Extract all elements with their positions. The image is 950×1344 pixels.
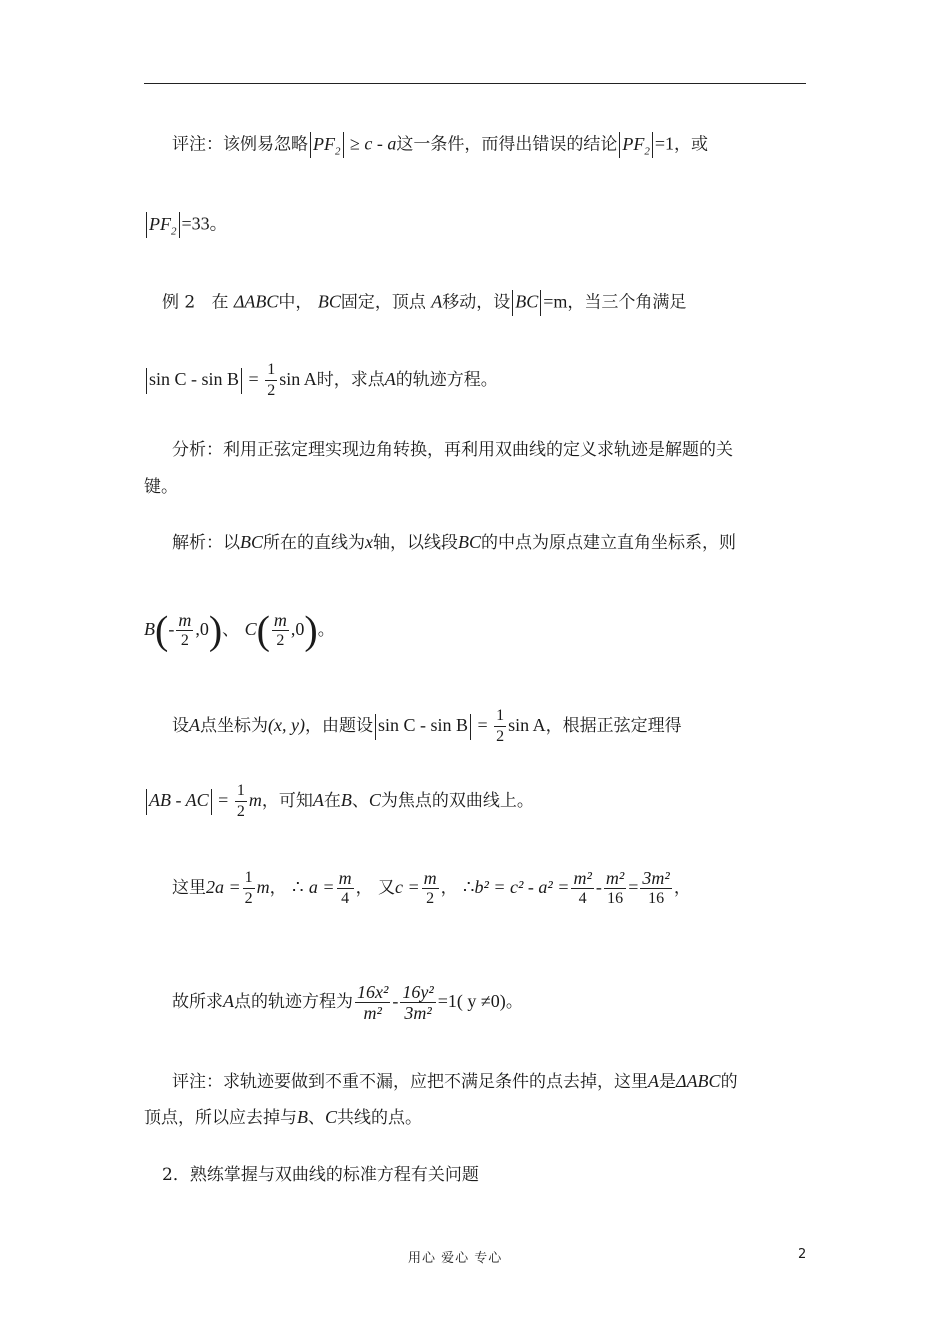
math: A <box>223 991 234 1011</box>
math: B <box>297 1107 308 1127</box>
solution-line-3: 设A点坐标为(x, y)，由题设 sin C - sin B = $\frac{1}{2}$ sin A，根据正弦定理得 <box>172 707 682 745</box>
math: sin C - sin B <box>149 369 240 389</box>
text: ，可知 <box>261 791 313 811</box>
text: 的 <box>720 1072 738 1092</box>
math: c = <box>394 877 420 897</box>
math: sin A <box>279 369 317 389</box>
text: 设 <box>172 716 189 736</box>
solution-line-1 <box>172 531 736 554</box>
math: =1 <box>654 133 675 154</box>
text: ，根据正弦定理得 <box>545 716 682 736</box>
text: 为焦点的双曲线上。 <box>380 791 534 811</box>
text: 共线的点。 <box>337 1108 423 1128</box>
text: 、 <box>351 791 369 811</box>
text: 时，求点 <box>316 370 385 390</box>
math: =1( y ≠0) <box>437 991 506 1011</box>
text: 、 <box>308 1108 325 1128</box>
fraction: $\frac{1}{2}$ <box>267 361 276 399</box>
text: 在 <box>211 292 229 313</box>
text: ，当三个角满足 <box>567 292 687 313</box>
example-label: 例 2 <box>162 292 196 313</box>
text: 顶点，所以应去掉与 <box>144 1108 297 1128</box>
math: A <box>648 1071 659 1091</box>
text: 是 <box>659 1072 676 1092</box>
text: 评注：该例易忽略 <box>172 134 308 155</box>
math: m <box>248 790 262 810</box>
text: 评注：求轨迹要做到不重不漏，应把不满足条件的点去掉，这里 <box>172 1072 648 1092</box>
math: A <box>384 369 396 389</box>
math: C <box>244 619 257 639</box>
text: 轴，以线段 <box>373 533 459 553</box>
math: m <box>256 877 270 897</box>
text: 移动，设 <box>442 292 511 313</box>
comment-line-2 <box>144 1106 422 1129</box>
math: ΔABC <box>233 291 279 312</box>
solution-line-5: 这里2a = $\frac{1}{2}$ m， ∴ a = $\frac{m}{4}$ ， 又c = $\frac{m}{2}$ ， ∴b² = c² - a² = $\frac{\text{m²}}{4}$ - $\frac{\text{m²}}{16}$ = $\frac{\text{3m²}}{16}$ ， <box>172 868 691 907</box>
text: 。 <box>317 620 335 640</box>
comment-paragraph-1-cont: $PF_2 =33$。 <box>144 212 228 242</box>
analysis-line-1: 分析：利用正弦定理实现边角转换，再利用双曲线的定义求轨迹是解题的关 <box>172 440 733 460</box>
text: 固定，顶点 <box>340 292 426 313</box>
text: 又 <box>377 878 395 898</box>
text: 解析：以 <box>172 533 240 553</box>
comment-paragraph-1: 评注：该例易忽略 $PF_2 \ge c - a$这一条件，而得出错误的结论 $PF_2 =1$，或 <box>172 133 709 158</box>
text: 、 <box>222 620 240 640</box>
math: B <box>144 619 155 639</box>
page-footer: 用心 爱心 专心 <box>408 1251 503 1266</box>
math: (x, y) <box>268 715 305 735</box>
math: ΔABC <box>676 1071 721 1091</box>
math: sin C - sin B <box>377 715 468 735</box>
text: 点的轨迹方程为 <box>234 992 353 1012</box>
math: b² = c² - a² = <box>474 877 570 897</box>
text: 这里 <box>172 878 206 898</box>
solution-line-6: 故所求A点的轨迹方程为 $\frac{\text{16x²}}{\text{m²}}$ - $\frac{\text{16y²}}{\text{3m²}}$ =1( y ≠0)。 <box>172 982 523 1023</box>
math: A <box>312 790 324 810</box>
example-2-line-1 <box>162 290 686 316</box>
solution-line-2: B(- $\frac{m}{2}$ ,0)、 C( $\frac{m}{2}$ ,0)。 <box>144 607 335 653</box>
math: sin A <box>508 715 546 735</box>
text: 的轨迹方程。 <box>395 370 498 390</box>
math: C <box>325 1107 338 1127</box>
text: 所在的直线为 <box>263 533 366 553</box>
math: BC <box>317 291 341 312</box>
section-heading-2: 2．熟练掌握与双曲线的标准方程有关问题 <box>162 1165 479 1185</box>
page-number: 2 <box>798 1247 807 1262</box>
text: 故所求 <box>172 992 223 1012</box>
solution-line-4: AB - AC = $\frac{1}{2}$ m，可知A在B、C为焦点的双曲线上。 <box>144 779 534 822</box>
text: ，或 <box>674 134 709 155</box>
math: 2a = <box>206 877 241 897</box>
text: 这一条件，而得出错误的结论 <box>396 134 618 155</box>
math: C <box>368 790 381 810</box>
math: a = <box>308 877 335 897</box>
text: 。 <box>505 992 523 1012</box>
comment-line-1 <box>172 1070 738 1093</box>
math: A <box>189 715 200 735</box>
text: 中， <box>278 292 313 313</box>
math: =m <box>543 291 568 312</box>
math: B <box>340 790 352 810</box>
text: ， <box>355 878 373 898</box>
text: 在 <box>323 791 341 811</box>
math: x <box>365 532 374 552</box>
math: A <box>431 291 443 312</box>
header-rule <box>144 83 806 84</box>
math: AB - AC <box>149 790 209 810</box>
example-2-line-2: sin C - sin B = $\frac{1}{2}$ sin A时，求点A的轨迹方程。 <box>144 358 498 401</box>
analysis-line-2: 键。 <box>144 477 178 497</box>
math: BC <box>515 291 539 312</box>
math: BC <box>240 532 264 552</box>
text: 点坐标为 <box>200 716 268 736</box>
text: ，由题设 <box>304 716 373 736</box>
therefore-symbol: ∴ <box>463 877 475 897</box>
therefore-symbol: ∴ <box>292 877 304 897</box>
text: 的中点为原点建立直角坐标系，则 <box>481 533 737 553</box>
math: BC <box>458 532 482 552</box>
math: =33。 <box>181 213 228 234</box>
